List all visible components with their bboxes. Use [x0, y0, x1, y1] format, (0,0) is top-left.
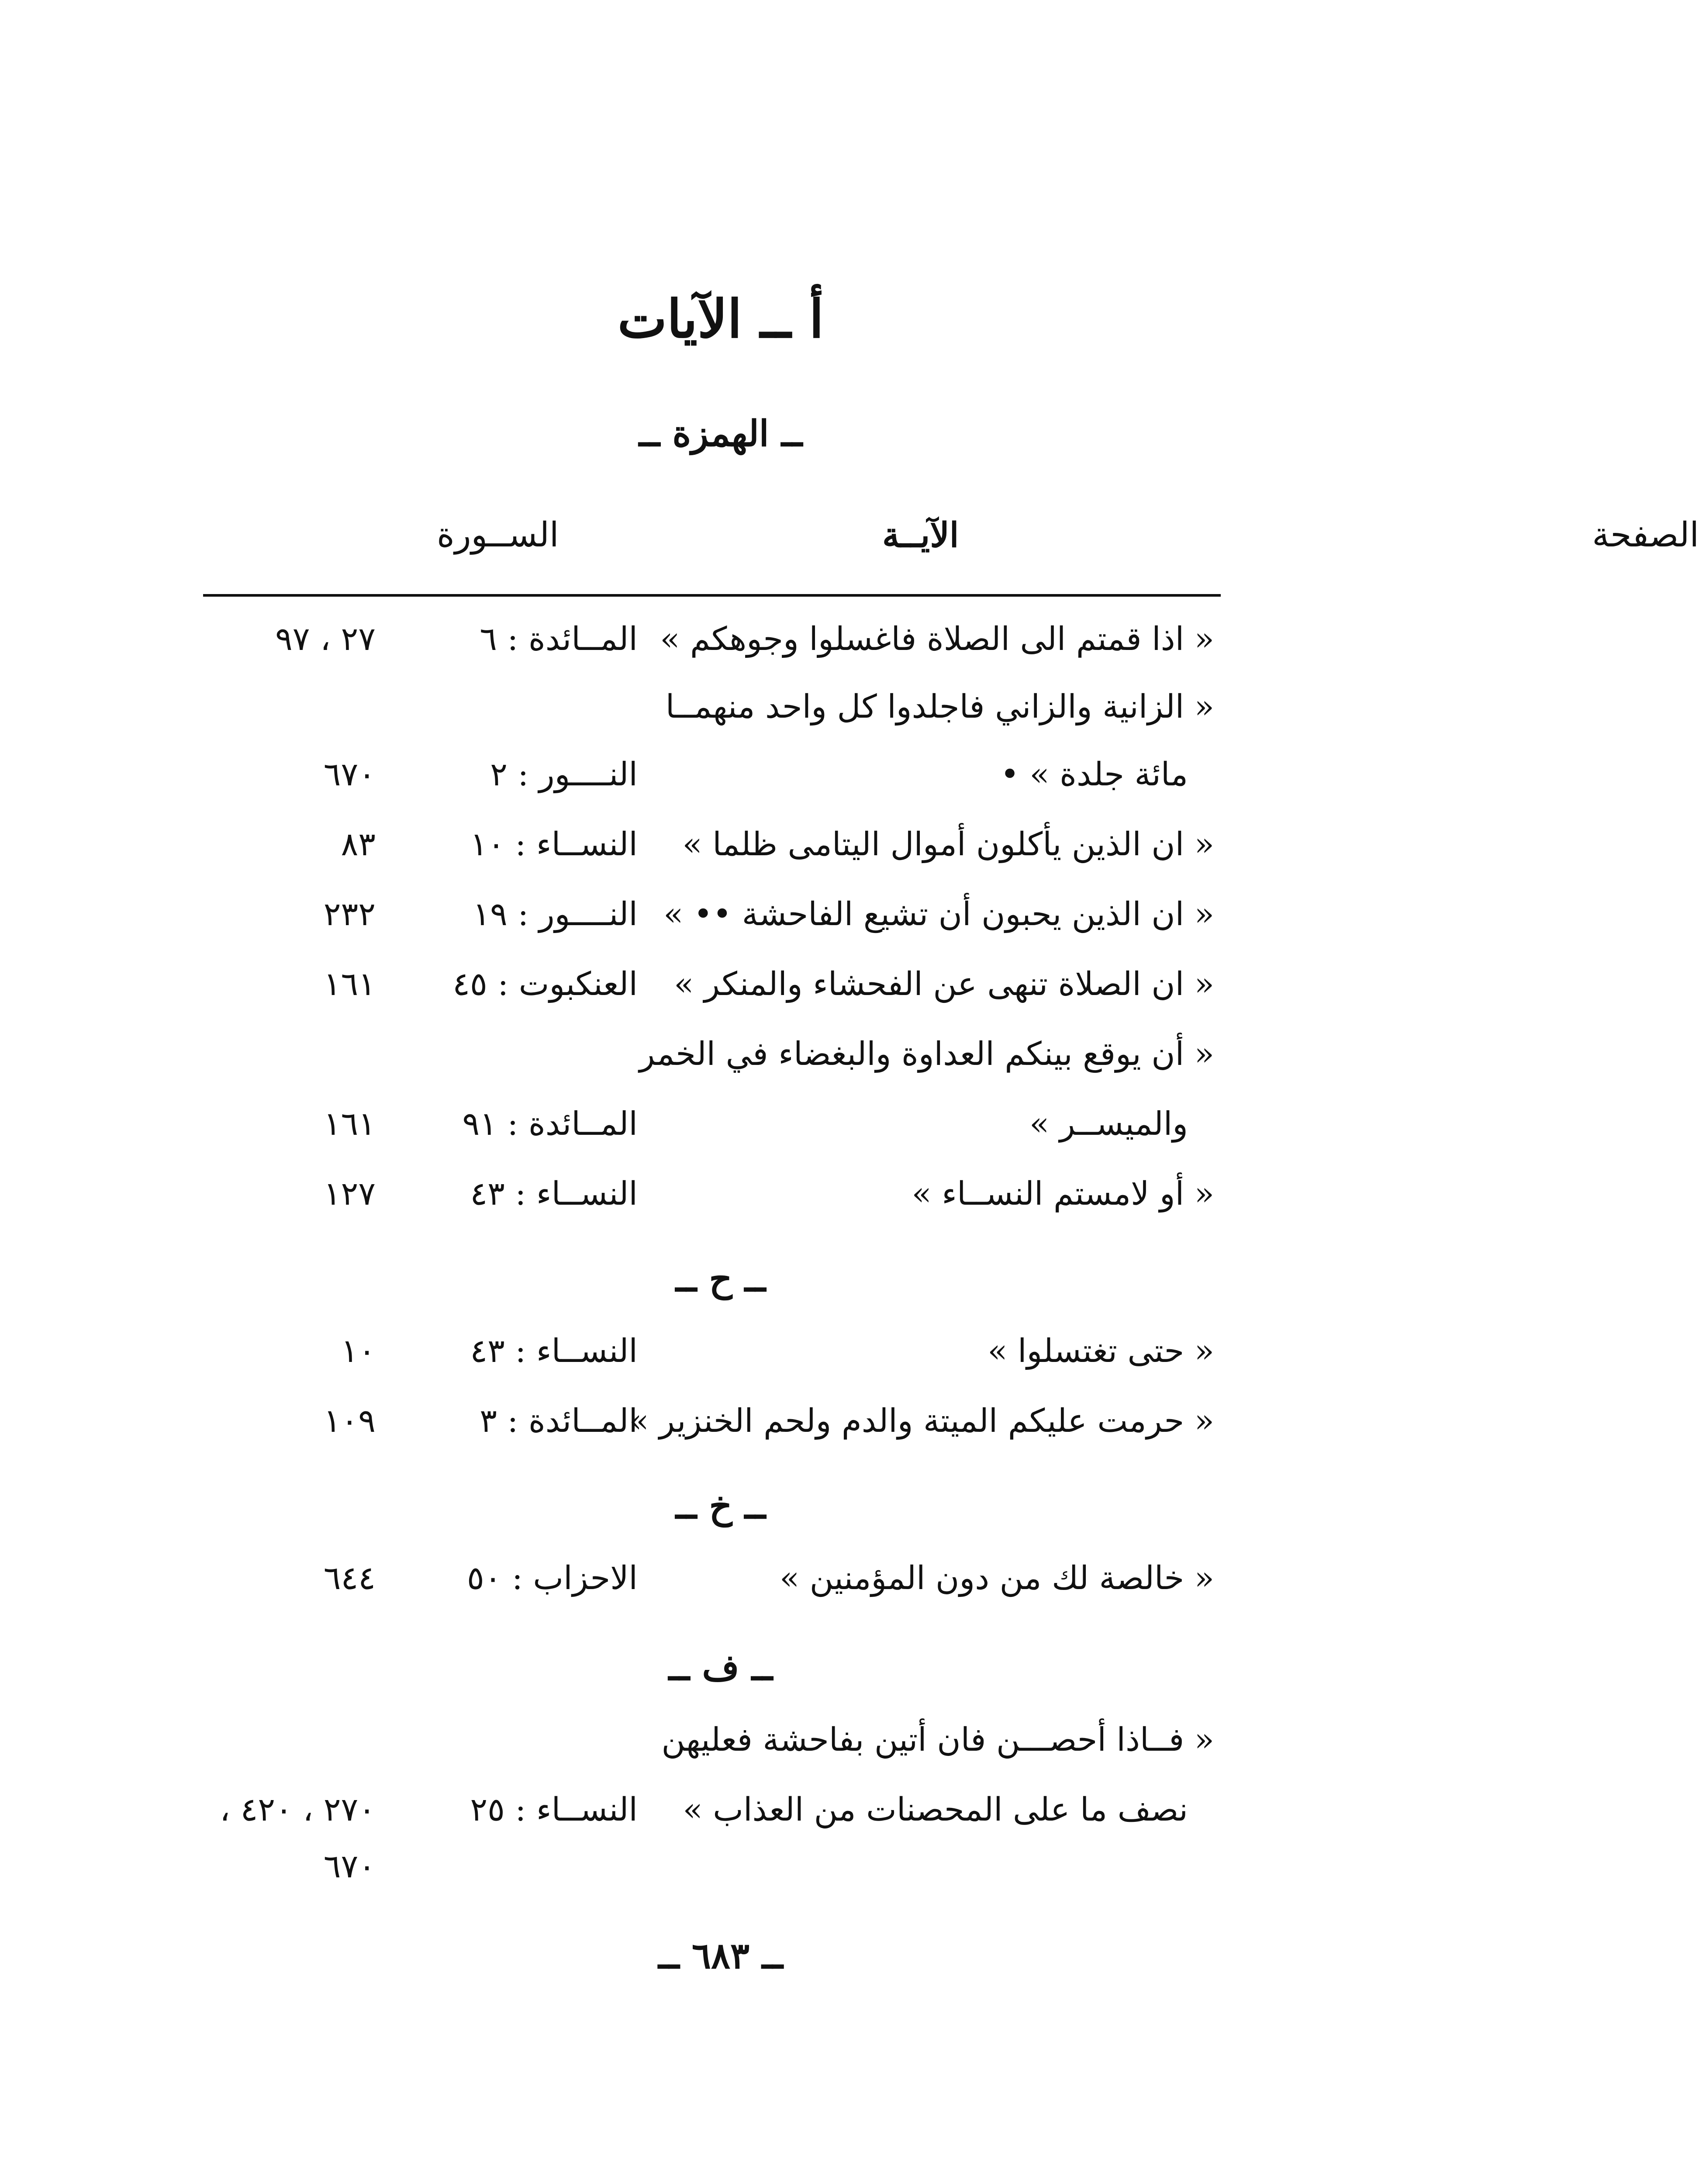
page-ref: ١٢٧: [323, 1175, 376, 1213]
index-entry: [0, 1175, 1441, 1223]
page-ref: ٦٤٤: [323, 1559, 376, 1597]
page-ref: ١٠: [341, 1332, 376, 1370]
index-entry: [0, 1035, 1441, 1083]
section-heading-ha: ــ ح ــ: [675, 1258, 766, 1300]
column-header-page: الصفحة: [1592, 515, 1699, 555]
index-entry: [0, 1332, 1441, 1380]
surah-ref: النســاء : ١٠: [470, 826, 638, 863]
index-entry-continuation: [0, 1848, 1441, 1896]
surah-ref: الاحزاب : ٥٠: [466, 1559, 638, 1597]
index-entry-continuation: [0, 756, 1441, 804]
ayah-text: « اذا قمتم الى الصلاة فاغسلوا وجوهكم »: [660, 620, 1214, 658]
ayah-text: « أن يوقع بينكم العداوة والبغضاء في الخمر: [639, 1035, 1214, 1073]
page-ref: ١٦١: [323, 1105, 376, 1143]
section-heading-kha: ــ خ ــ: [675, 1485, 766, 1527]
ayah-text: « الزانية والزاني فاجلدوا كل واحد منهمــا: [665, 688, 1214, 726]
page-ref: ٢٧٠ ، ٤٢٠ ،: [220, 1791, 376, 1828]
ayah-text-continuation: والميســر »: [1029, 1105, 1188, 1143]
ayah-text: « حرمت عليكم الميتة والدم ولحم الخنزير »: [629, 1402, 1214, 1440]
index-entry: [0, 895, 1441, 943]
page-title: أ ــ الآيات: [618, 288, 824, 350]
page-ref: ٨٣: [341, 826, 376, 863]
index-entry: [0, 620, 1441, 668]
ayah-text: « أو لامستم النســاء »: [912, 1175, 1214, 1213]
page-ref: ٢٧ ، ٩٧: [275, 620, 376, 658]
ayah-text: « خالصة لك من دون المؤمنين »: [779, 1559, 1214, 1597]
surah-ref: النســاء : ٢٥: [470, 1791, 638, 1828]
surah-ref: النســاء : ٤٣: [470, 1175, 638, 1213]
index-entry: [0, 1402, 1441, 1450]
surah-ref: النــــور : ٢: [490, 756, 638, 793]
page-number: ــ ٦٨٣ ــ: [658, 1935, 783, 1977]
ayah-text: « حتى تغتسلوا »: [988, 1332, 1214, 1370]
index-entry: [0, 965, 1441, 1013]
column-header-surah: الســورة: [437, 515, 559, 555]
column-header-ayah: الآيــة: [882, 515, 959, 555]
index-entry: [0, 1559, 1441, 1607]
ayah-text: « ان الذين يحبون أن تشيع الفاحشة •• »: [663, 895, 1214, 933]
ayah-text: « ان الذين يأكلون أموال اليتامى ظلما »: [682, 826, 1214, 863]
page-ref: ١٦١: [323, 965, 376, 1003]
surah-ref: المــائدة : ٩١: [462, 1105, 638, 1143]
surah-ref: النســاء : ٤٣: [470, 1332, 638, 1370]
index-entry: [0, 688, 1441, 736]
ayah-text: « ان الصلاة تنهى عن الفحشاء والمنكر »: [674, 965, 1214, 1003]
ayah-text: « فــاذا أحصـــن فان أتين بفاحشة فعليهن: [661, 1721, 1214, 1759]
header-rule: [203, 594, 1221, 597]
ayah-text-continuation: نصف ما على المحصنات من العذاب »: [683, 1791, 1188, 1828]
index-entry: [0, 1721, 1441, 1769]
page-ref: ٦٧٠: [323, 756, 376, 793]
page-ref: ١٠٩: [323, 1402, 376, 1440]
surah-ref: المــائدة : ٣: [480, 1402, 638, 1440]
page-ref-continuation: ٦٧٠: [323, 1848, 376, 1885]
surah-ref: المــائدة : ٦: [480, 620, 638, 658]
ayah-text-continuation: مائة جلدة » •: [1000, 756, 1188, 793]
index-entry: [0, 826, 1441, 874]
page-ref: ٢٣٢: [323, 895, 376, 933]
section-heading-fa: ــ ف ــ: [668, 1647, 773, 1689]
index-entry-continuation: [0, 1105, 1441, 1153]
surah-ref: العنكبوت : ٤٥: [452, 965, 638, 1003]
index-entry-continuation: [0, 1791, 1441, 1839]
section-heading-hamza: ــ الهمزة ــ: [639, 413, 803, 455]
surah-ref: النــــور : ١٩: [473, 895, 638, 933]
